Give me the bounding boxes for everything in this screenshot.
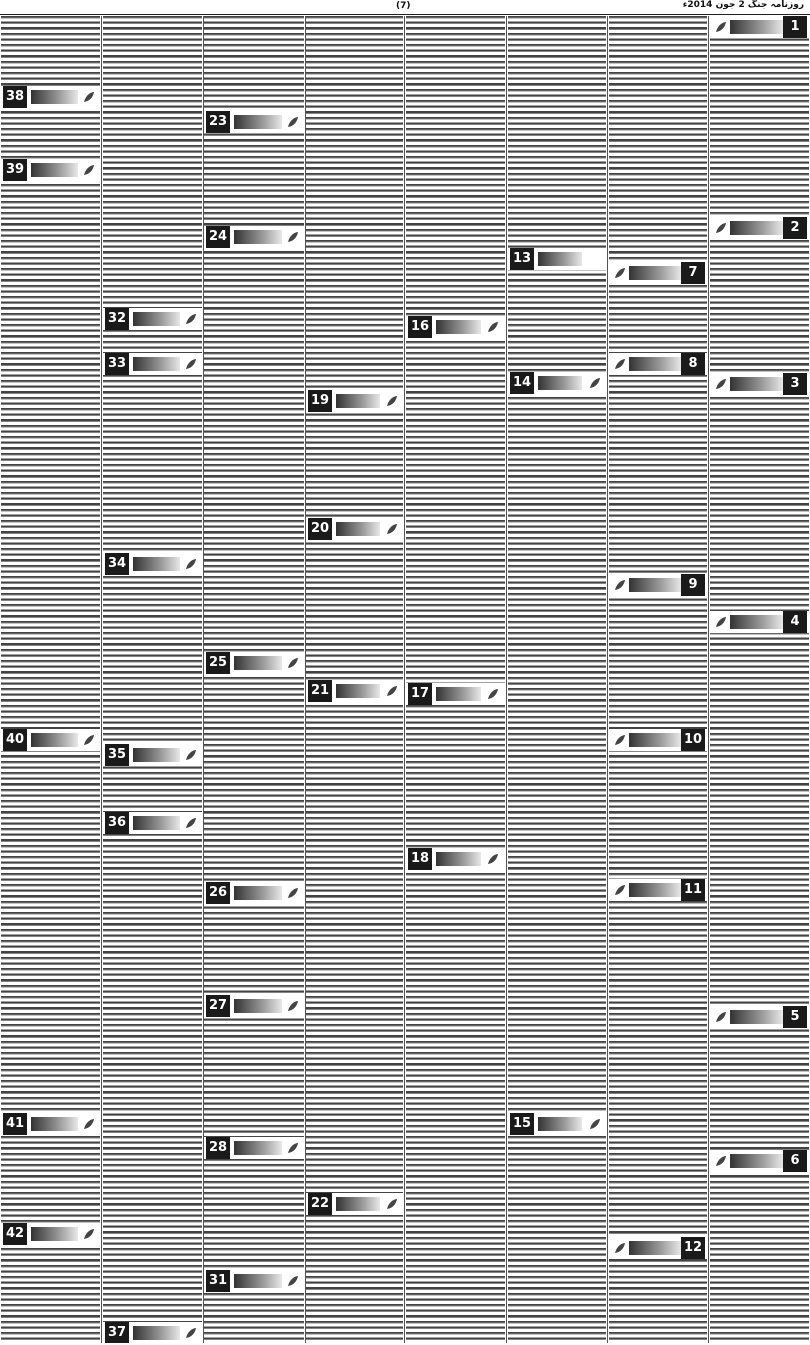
- text-block: [406, 16, 505, 1343]
- header-gradient: [730, 615, 783, 629]
- leaf-icon: [714, 19, 728, 33]
- section-number: 2: [783, 217, 807, 239]
- section-header: [204, 1137, 304, 1159]
- section-header: [103, 812, 202, 834]
- header-gradient: [730, 1010, 783, 1024]
- header-gradient: [234, 886, 282, 900]
- column-4: [406, 16, 505, 1343]
- text-block: [609, 16, 707, 1343]
- header-gradient: [234, 1141, 282, 1155]
- section-number: 18: [408, 848, 432, 870]
- leaf-icon: [286, 998, 300, 1012]
- section-header: [508, 1113, 606, 1135]
- section-header: [710, 611, 809, 633]
- leaf-icon: [613, 356, 627, 370]
- header-gradient: [234, 999, 282, 1013]
- header-gradient: [31, 1117, 78, 1131]
- section-number: 35: [105, 744, 129, 766]
- leaf-icon: [613, 577, 627, 591]
- section-header: [609, 353, 707, 375]
- leaf-icon: [613, 882, 627, 896]
- section-header: [204, 226, 304, 248]
- section-number: 25: [206, 652, 230, 674]
- header-gradient: [730, 20, 783, 34]
- leaf-icon: [184, 815, 198, 829]
- leaf-icon: [82, 89, 96, 103]
- text-block: [103, 16, 202, 1343]
- section-header: [710, 1006, 809, 1028]
- leaf-icon: [714, 376, 728, 390]
- section-number: 24: [206, 226, 230, 248]
- section-header: [1, 1113, 100, 1135]
- leaf-icon: [286, 229, 300, 243]
- section-header: [204, 652, 304, 674]
- section-number: 38: [3, 86, 27, 108]
- leaf-icon: [486, 686, 500, 700]
- section-number: 20: [308, 518, 332, 540]
- section-number: 6: [783, 1150, 807, 1172]
- leaf-icon: [613, 732, 627, 746]
- leaf-icon: [184, 311, 198, 325]
- leaf-icon: [82, 1116, 96, 1130]
- section-number: 23: [206, 111, 230, 133]
- leaf-icon: [184, 1325, 198, 1339]
- header-gradient: [133, 557, 180, 571]
- section-header: [609, 879, 707, 901]
- section-header: [406, 316, 505, 338]
- header-gradient: [133, 748, 180, 762]
- leaf-icon: [714, 220, 728, 234]
- section-header: [204, 995, 304, 1017]
- leaf-icon: [286, 1273, 300, 1287]
- leaf-icon: [486, 851, 500, 865]
- header-gradient: [234, 115, 282, 129]
- column-rule: [101, 16, 102, 1343]
- section-header: [1, 86, 100, 108]
- section-header: [609, 1237, 707, 1259]
- leaf-icon: [286, 655, 300, 669]
- header-gradient: [31, 90, 78, 104]
- section-number: 22: [308, 1193, 332, 1215]
- section-header: [508, 372, 606, 394]
- section-header: [1, 1223, 100, 1245]
- leaf-icon: [286, 114, 300, 128]
- section-header: [204, 882, 304, 904]
- section-number: 14: [510, 372, 534, 394]
- section-number: 37: [105, 1322, 129, 1343]
- leaf-icon: [486, 319, 500, 333]
- leaf-icon: [286, 1140, 300, 1154]
- section-number: 10: [681, 729, 705, 751]
- section-header: [609, 729, 707, 751]
- section-number: 3: [783, 373, 807, 395]
- section-header: [306, 390, 403, 412]
- column-rule: [404, 16, 405, 1343]
- header-gradient: [436, 687, 481, 701]
- section-header: [306, 518, 403, 540]
- section-number: 19: [308, 390, 332, 412]
- section-number: 41: [3, 1113, 27, 1135]
- column-rule: [607, 16, 608, 1343]
- header-gradient: [336, 1197, 380, 1211]
- section-header: [103, 308, 202, 330]
- section-number: 11: [681, 879, 705, 901]
- leaf-icon: [286, 885, 300, 899]
- section-header: [1, 729, 100, 751]
- section-number: 39: [3, 159, 27, 181]
- leaf-icon: [82, 732, 96, 746]
- leaf-icon: [588, 1116, 602, 1130]
- section-number: 40: [3, 729, 27, 751]
- header-gradient: [629, 883, 681, 897]
- section-header: [1, 159, 100, 181]
- text-block: [710, 16, 809, 1343]
- header-gradient: [133, 312, 180, 326]
- column-6: [204, 16, 304, 1343]
- section-number: 4: [783, 611, 807, 633]
- section-number: 28: [206, 1137, 230, 1159]
- leaf-icon: [184, 356, 198, 370]
- section-header: [204, 111, 304, 133]
- section-header: [306, 680, 403, 702]
- column-2: [609, 16, 707, 1343]
- header-gradient: [336, 684, 380, 698]
- column-8: [1, 16, 100, 1343]
- section-header: [710, 217, 809, 239]
- text-block: [508, 16, 606, 1343]
- section-header: [508, 248, 606, 270]
- header-gradient: [133, 1326, 180, 1340]
- section-number: 21: [308, 680, 332, 702]
- section-header: [103, 1322, 202, 1343]
- header-gradient: [31, 733, 78, 747]
- section-header: [103, 553, 202, 575]
- section-header: [710, 16, 809, 38]
- section-number: 31: [206, 1270, 230, 1292]
- header-gradient: [730, 377, 783, 391]
- leaf-icon: [714, 1153, 728, 1167]
- header-gradient: [234, 230, 282, 244]
- section-header: [609, 574, 707, 596]
- header-gradient: [538, 252, 582, 266]
- section-number: 1: [783, 16, 807, 38]
- section-number: 27: [206, 995, 230, 1017]
- section-number: 32: [105, 308, 129, 330]
- leaf-icon: [184, 747, 198, 761]
- leaf-icon: [588, 375, 602, 389]
- leaf-icon: [385, 521, 399, 535]
- header-gradient: [436, 320, 481, 334]
- header-gradient: [629, 733, 681, 747]
- header-gradient: [629, 578, 681, 592]
- section-header: [204, 1270, 304, 1292]
- leaf-icon: [385, 683, 399, 697]
- section-header: [406, 683, 505, 705]
- header-gradient: [538, 1117, 582, 1131]
- leaf-icon: [714, 614, 728, 628]
- leaf-icon: [385, 393, 399, 407]
- header-gradient: [730, 1154, 783, 1168]
- header-gradient: [234, 1274, 282, 1288]
- header-gradient: [31, 163, 78, 177]
- page-number: (7): [396, 1, 411, 11]
- section-number: 9: [681, 574, 705, 596]
- header-gradient: [133, 816, 180, 830]
- section-number: 42: [3, 1223, 27, 1245]
- section-number: 15: [510, 1113, 534, 1135]
- section-header: [710, 1150, 809, 1172]
- section-header: [103, 744, 202, 766]
- section-number: 13: [510, 248, 534, 270]
- header-gradient: [730, 221, 783, 235]
- header-gradient: [436, 852, 481, 866]
- leaf-icon: [82, 1226, 96, 1240]
- section-number: 33: [105, 353, 129, 375]
- header-gradient: [133, 357, 180, 371]
- section-number: 7: [681, 262, 705, 284]
- section-number: 8: [681, 353, 705, 375]
- column-1: [710, 16, 809, 1343]
- section-header: [103, 353, 202, 375]
- header-gradient: [336, 522, 380, 536]
- column-rule: [708, 16, 709, 1343]
- header-gradient: [629, 1241, 681, 1255]
- section-header: [406, 848, 505, 870]
- section-header: [609, 262, 707, 284]
- column-7: [103, 16, 202, 1343]
- leaf-icon: [613, 1240, 627, 1254]
- column-5: [306, 16, 403, 1343]
- leaf-icon: [184, 556, 198, 570]
- header-gradient: [629, 266, 681, 280]
- section-number: 12: [681, 1237, 705, 1259]
- section-header: [306, 1193, 403, 1215]
- section-number: 34: [105, 553, 129, 575]
- section-number: 5: [783, 1006, 807, 1028]
- leaf-icon: [385, 1196, 399, 1210]
- header-gradient: [336, 394, 380, 408]
- text-block: [1, 16, 100, 1343]
- header-gradient: [31, 1227, 78, 1241]
- header-gradient: [538, 376, 582, 390]
- section-number: 16: [408, 316, 432, 338]
- leaf-icon: [613, 265, 627, 279]
- header-gradient: [629, 357, 681, 371]
- section-number: 36: [105, 812, 129, 834]
- section-number: 17: [408, 683, 432, 705]
- header-gradient: [234, 656, 282, 670]
- column-3: [508, 16, 606, 1343]
- column-rule: [506, 16, 507, 1343]
- leaf-icon: [714, 1009, 728, 1023]
- section-header: [710, 373, 809, 395]
- leaf-icon: [82, 162, 96, 176]
- masthead: روزنامہ جنگ 2 جون 2014ء: [682, 0, 804, 10]
- section-number: 26: [206, 882, 230, 904]
- page-header: [0, 0, 810, 15]
